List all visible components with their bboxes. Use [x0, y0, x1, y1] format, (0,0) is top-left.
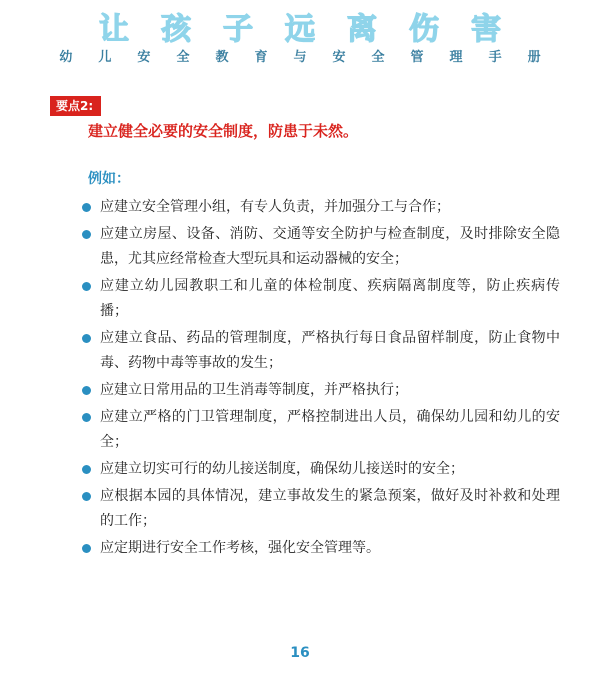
list-item-text: 应根据本园的具体情况，建立事故发生的紧急预案，做好及时补救和处理的工作； [100, 488, 560, 529]
subtitle-char: 全 [176, 50, 190, 65]
list-item [80, 195, 560, 220]
title-char: 让 [99, 12, 129, 47]
list-item [80, 222, 560, 272]
title-char: 孩 [161, 12, 191, 47]
subtitle-char: 手 [488, 50, 502, 65]
bullet-dot-icon [82, 465, 91, 474]
list-item [80, 484, 560, 534]
bullet-dot-icon [82, 282, 91, 291]
page-number: 16 [290, 645, 310, 661]
title-char: 伤 [409, 12, 439, 47]
list-item-text: 应建立房屋、设备、消防、交通等安全防护与检查制度，及时排除安全隐患，尤其应经常检查大型玩具和运动器械的安全； [100, 226, 560, 267]
bullet-dot-icon [82, 334, 91, 343]
list-item-text: 应建立安全管理小组，有专人负责，并加强分工与合作； [100, 199, 450, 215]
subtitle-char: 幼 [59, 50, 73, 65]
key-point-tag: 要点2: [50, 96, 101, 116]
example-list [80, 195, 560, 563]
list-item [80, 274, 560, 324]
list-item-text: 应建立切实可行的幼儿接送制度，确保幼儿接送时的安全； [100, 461, 464, 477]
key-point-statement: 建立健全必要的安全制度，防患于未然。 [88, 122, 359, 140]
bullet-dot-icon [82, 544, 91, 553]
subtitle-char: 安 [332, 50, 346, 65]
subtitle-char: 全 [371, 50, 385, 65]
list-item [80, 536, 560, 561]
bullet-dot-icon [82, 413, 91, 422]
list-item-text: 应建立食品、药品的管理制度，严格执行每日食品留样制度，防止食物中毒、药物中毒等事故的发生； [100, 330, 560, 371]
subtitle-char: 育 [254, 50, 268, 65]
bullet-dot-icon [82, 386, 91, 395]
header-title [0, 12, 600, 48]
list-item [80, 405, 560, 455]
list-item-text: 应建立严格的门卫管理制度，严格控制进出人员，确保幼儿园和幼儿的安全； [100, 409, 560, 450]
subtitle-char: 与 [293, 50, 307, 65]
bullet-dot-icon [82, 230, 91, 239]
subtitle-char: 理 [449, 50, 463, 65]
title-char: 离 [347, 12, 377, 47]
subtitle-char: 儿 [98, 50, 112, 65]
list-item [80, 378, 560, 403]
list-item-text: 应定期进行安全工作考核，强化安全管理等。 [100, 540, 380, 556]
bullet-dot-icon [82, 203, 91, 212]
title-char: 子 [223, 12, 253, 47]
subtitle-char: 册 [527, 50, 541, 65]
subtitle-char: 管 [410, 50, 424, 65]
list-item [80, 457, 560, 482]
bullet-dot-icon [82, 492, 91, 501]
subtitle-char: 教 [215, 50, 229, 65]
subtitle-char: 安 [137, 50, 151, 65]
title-char: 远 [285, 12, 315, 47]
list-item-text: 应建立幼儿园教职工和儿童的体检制度、疾病隔离制度等，防止疾病传播； [100, 278, 560, 319]
list-item-text: 应建立日常用品的卫生消毒等制度，并严格执行； [100, 382, 408, 398]
title-char: 害 [471, 12, 501, 47]
list-item [80, 326, 560, 376]
example-label: 例如： [88, 171, 130, 187]
header-subtitle [0, 50, 600, 66]
